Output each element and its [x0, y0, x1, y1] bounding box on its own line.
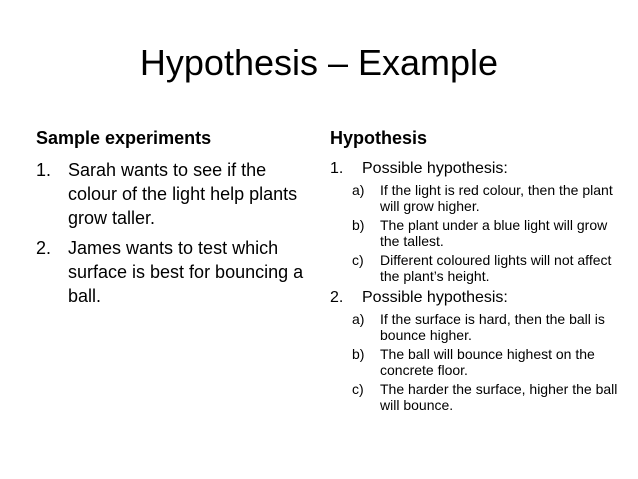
list-item	[36, 236, 306, 308]
list-text: Possible hypothesis:	[362, 289, 508, 306]
sub-label: b)	[352, 217, 365, 233]
page-title: Hypothesis – Example	[139, 42, 499, 83]
sub-label: c)	[352, 381, 364, 397]
sub-item	[330, 217, 620, 249]
sample-experiments-heading: Sample experiments	[36, 128, 212, 148]
sub-item	[330, 346, 620, 378]
list-number: 1.	[330, 160, 344, 177]
sub-text: The plant under a blue light will grow the tallest.	[380, 217, 608, 249]
sub-item	[330, 311, 620, 343]
list-item	[330, 158, 620, 284]
sub-text: Different coloured lights will not affect the plant’s height.	[380, 252, 612, 284]
list-number: 2.	[330, 289, 344, 306]
sub-item	[330, 381, 620, 413]
list-number: 1.	[36, 160, 52, 180]
list-item	[330, 287, 620, 413]
sub-label: b)	[352, 346, 365, 362]
sub-text: If the surface is hard, then the ball is bounce higher.	[380, 311, 605, 343]
sub-label: c)	[352, 252, 364, 268]
sample-experiments-column	[36, 126, 306, 314]
sub-label: a)	[352, 182, 365, 198]
list-text: Sarah wants to see if the colour of the light help plants grow taller.	[68, 160, 298, 228]
list-number: 2.	[36, 238, 52, 258]
sub-text: The harder the surface, higher the ball will bounce.	[380, 381, 618, 413]
list-text: James wants to test which surface is best for bouncing a ball.	[68, 238, 304, 306]
hypothesis-list	[330, 158, 620, 413]
experiments-list	[36, 158, 306, 308]
list-text: Possible hypothesis:	[362, 160, 508, 177]
sub-text: If the light is red colour, then the plant will grow higher.	[380, 182, 613, 214]
list-item	[36, 158, 306, 230]
hypothesis-column	[330, 126, 620, 416]
sub-item	[330, 252, 620, 284]
sub-item	[330, 182, 620, 214]
hypothesis-heading: Hypothesis	[330, 128, 428, 148]
sub-text: The ball will bounce highest on the concrete floor.	[380, 346, 595, 378]
sub-label: a)	[352, 311, 365, 327]
